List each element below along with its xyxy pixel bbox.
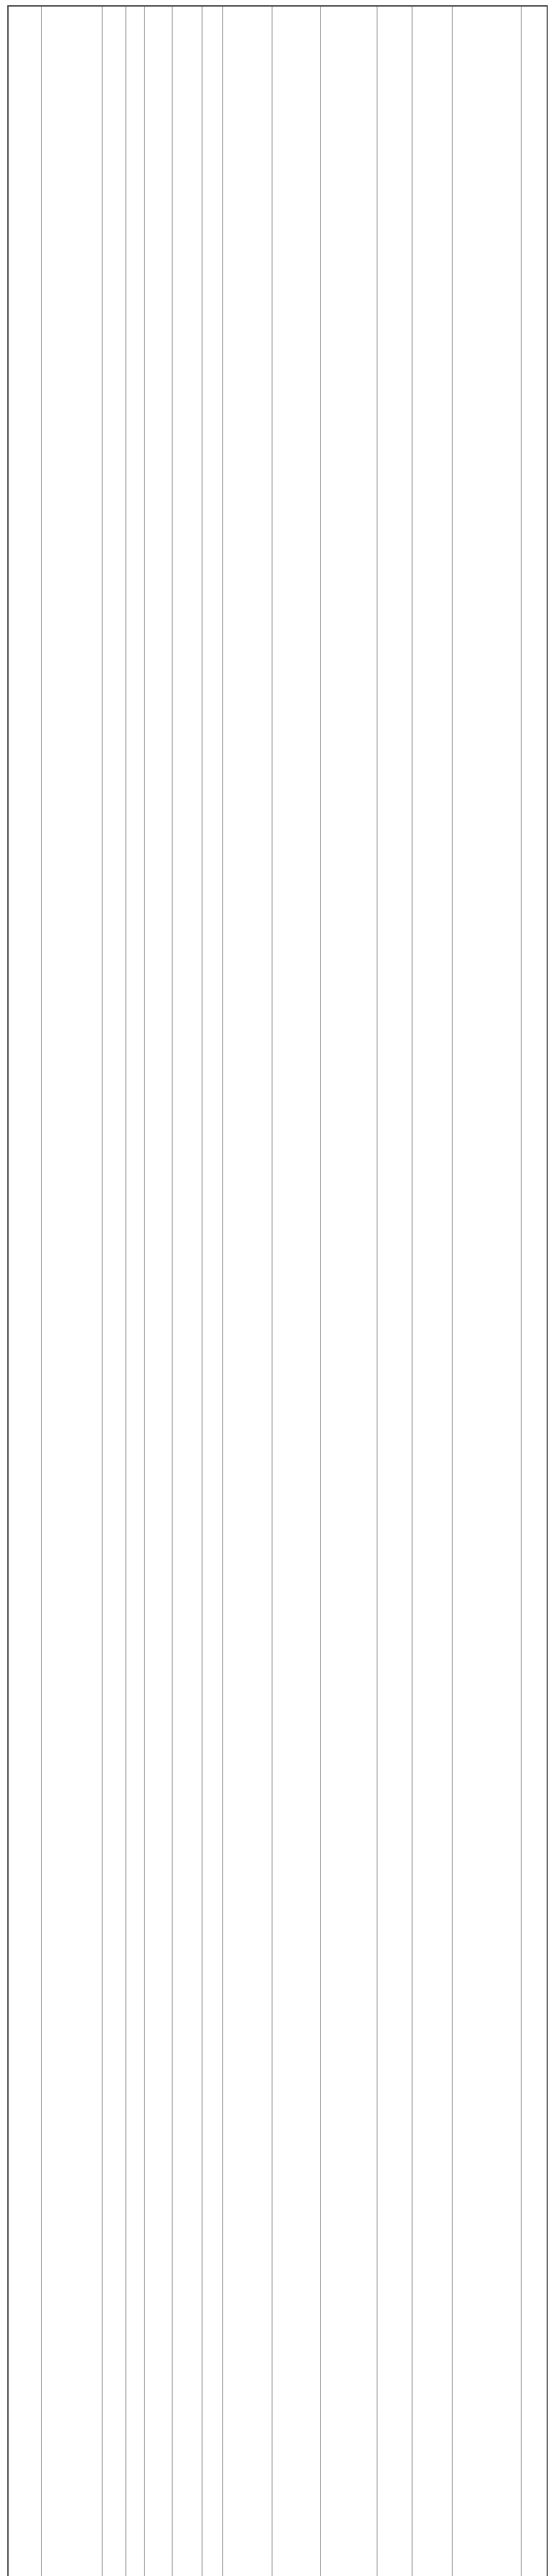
table-row	[9, 7, 548, 2576]
recruitment-position-table	[7, 5, 548, 2576]
headcount-cell	[202, 7, 223, 2576]
education-cell	[272, 7, 321, 2576]
extra-cell	[522, 7, 548, 2576]
major-cell	[223, 7, 272, 2576]
ratio-cell	[412, 7, 453, 2576]
table-body	[9, 7, 548, 2576]
unit-type-cell	[102, 7, 126, 2576]
position-code-cell	[145, 7, 172, 2576]
position-name-cell	[172, 7, 202, 2576]
unit-intro-cell	[42, 7, 102, 2576]
conditions-cell	[321, 7, 377, 2576]
exam-cell	[377, 7, 412, 2576]
position-type-cell	[126, 7, 145, 2576]
position-table	[8, 6, 548, 2576]
notes-cell	[453, 7, 522, 2576]
unit-cell	[9, 7, 42, 2576]
